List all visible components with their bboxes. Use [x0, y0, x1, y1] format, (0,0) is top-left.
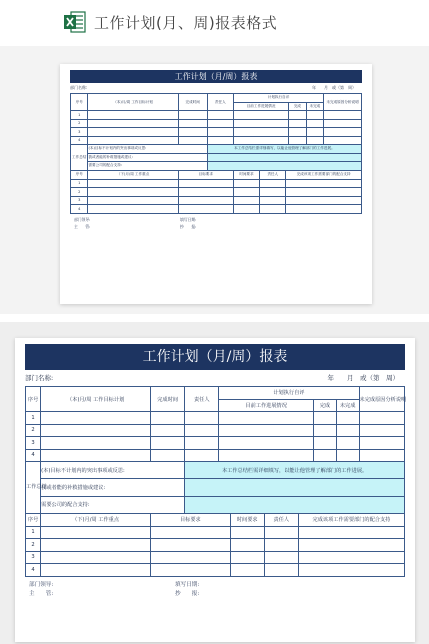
- copy-to-label: 抄 报:: [175, 590, 200, 597]
- col-seq: 序号: [71, 171, 88, 180]
- plan-table: [70, 93, 362, 171]
- table-row: 3: [26, 437, 405, 450]
- col-next-task: （下)月/周 工作重点: [88, 171, 178, 180]
- col-done: 完成: [289, 102, 306, 111]
- col-seq: 序号: [26, 514, 41, 527]
- next-table: [25, 513, 405, 577]
- report-form: [25, 344, 405, 601]
- summary-label: 工作总结: [26, 462, 41, 514]
- table-row: 1: [71, 179, 362, 188]
- col-undone: 未完成: [336, 399, 359, 412]
- col-target: 目标要求: [151, 514, 231, 527]
- col-reason: 未完成原因分析说明: [324, 94, 362, 111]
- summary-row-label: 需要公司的配合支持:: [88, 162, 207, 171]
- preview-thumbnail-area: [0, 46, 429, 314]
- table-row: 3: [26, 551, 405, 564]
- summary-row-label: (本)目标不计划内的突出事项或反思:: [41, 462, 185, 479]
- summary-input[interactable]: [207, 153, 361, 162]
- preview-sheet-small[interactable]: [60, 64, 372, 304]
- plan-table: [25, 386, 405, 514]
- col-progress: 目前工作进展情况: [233, 102, 288, 111]
- summary-row-label: 需要公司的配合支持:: [41, 496, 185, 513]
- summary-input[interactable]: [185, 479, 405, 496]
- form-footer: [70, 214, 362, 234]
- col-owner: 责任人: [207, 94, 233, 111]
- col-target: 目标要求: [178, 171, 233, 180]
- report-form: [70, 70, 362, 234]
- col-time: 时间要求: [230, 514, 264, 527]
- summary-note: 本工作总结栏需详细填写，以能让他管理了解部门的工作进展。: [185, 462, 405, 479]
- table-row: 2: [71, 119, 362, 128]
- fill-date-label: 填写日期:: [180, 216, 197, 222]
- summary-row-label: 我或者能的补救措施或建议:: [41, 479, 185, 496]
- period-label: 年 月 或（第 周）: [327, 374, 399, 382]
- col-owner: 责任人: [185, 387, 219, 412]
- col-seq: 序号: [71, 94, 88, 111]
- table-row: 1: [26, 412, 405, 425]
- preview-sheet-large[interactable]: [15, 338, 415, 642]
- table-row: 2: [26, 539, 405, 552]
- col-support: 完成该项工作需要部门的配合支持: [298, 514, 404, 527]
- dept-label: 部门名称:: [70, 85, 88, 90]
- table-row: 2: [26, 424, 405, 437]
- dept-head-label: 部门领导:: [29, 581, 54, 588]
- col-reason: 未完成原因分析说明: [359, 387, 405, 412]
- period-label: 年 月 或（第 周）: [312, 85, 356, 90]
- table-row: 4: [26, 449, 405, 462]
- col-seq: 序号: [26, 387, 41, 412]
- col-task: （本)月/周 工作目标计划: [41, 387, 151, 412]
- summary-input[interactable]: [207, 162, 361, 171]
- col-done-time: 完成时间: [178, 94, 207, 111]
- col-owner: 责任人: [264, 514, 298, 527]
- manager-label: 主 管:: [29, 590, 54, 597]
- table-row: 1: [71, 111, 362, 120]
- excel-icon: [64, 10, 86, 34]
- table-row: 2: [71, 188, 362, 197]
- col-self-eval: 计划执行自评: [219, 387, 359, 400]
- copy-to-label: 抄 报:: [180, 223, 197, 229]
- col-next-task: （下)月/周 工作重点: [41, 514, 151, 527]
- form-footer: [25, 577, 405, 601]
- summary-note: 本工作总结栏需详细填写，以能让他管理了解部门的工作进展。: [207, 145, 361, 154]
- table-row: 3: [71, 128, 362, 137]
- col-undone: 未完成: [306, 102, 323, 111]
- form-title: 工作计划（月/周）报表: [25, 344, 405, 370]
- dept-head-label: 部门领导:: [74, 216, 91, 222]
- col-done: 完成: [314, 399, 337, 412]
- col-owner: 责任人: [260, 171, 286, 180]
- col-done-time: 完成时间: [151, 387, 185, 412]
- form-title: 工作计划（月/周）报表: [70, 70, 362, 83]
- form-meta: [25, 370, 405, 386]
- dept-label: 部门名称:: [25, 374, 54, 382]
- summary-label: 工作总结: [71, 145, 88, 171]
- table-row: 1: [26, 526, 405, 539]
- summary-row-label: 我或者能的补救措施或建议:: [88, 153, 207, 162]
- table-row: 4: [71, 205, 362, 214]
- col-time: 时间要求: [233, 171, 259, 180]
- col-progress: 目前工作进展情况: [219, 399, 314, 412]
- form-meta: [70, 83, 362, 93]
- col-task: （本)月/周 工作目标计划: [88, 94, 178, 111]
- summary-input[interactable]: [185, 496, 405, 513]
- preview-detail-area: [0, 322, 429, 644]
- fill-date-label: 填写日期:: [175, 581, 200, 588]
- next-table: [70, 170, 362, 214]
- table-row: 3: [71, 196, 362, 205]
- page-header: [0, 0, 429, 46]
- manager-label: 主 管:: [74, 223, 91, 229]
- col-support: 完成该项工作需要部门的配合支持: [286, 171, 362, 180]
- table-row: 4: [26, 564, 405, 577]
- table-row: 4: [71, 136, 362, 145]
- summary-row-label: (本)目标不计划内的突出事项或反思:: [88, 145, 207, 154]
- page-title: 工作计划(月、周)报表格式: [94, 14, 278, 32]
- col-self-eval: 计划执行自评: [233, 94, 323, 103]
